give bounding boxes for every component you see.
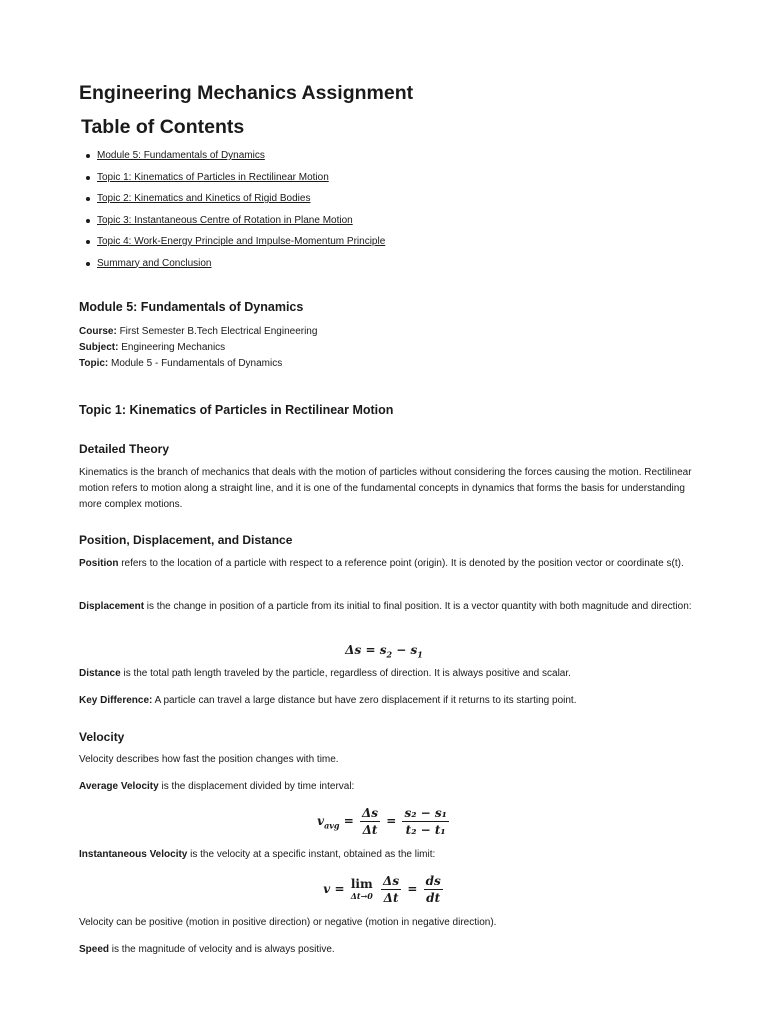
eq-v: v [317,814,325,828]
average-velocity-paragraph [79,779,694,795]
eq-minus: − [396,643,407,657]
toc-heading: Table of Contents [81,116,245,138]
eq-equals: = [407,882,418,896]
speed-text: is the magnitude of velocity and is always positive. [109,944,335,955]
position-displacement-distance-heading: Position, Displacement, and Distance [79,533,293,547]
eq-equals: = [334,882,345,896]
topic-1-heading: Topic 1: Kinematics of Particles in Rectilinear Motion [79,403,394,417]
toc-link-topic-2[interactable]: Topic 2: Kinematics and Kinetics of Rigid Bodies [97,193,311,204]
toc-link-topic-4[interactable]: Topic 4: Work-Energy Principle and Impulse-Momentum Principle [97,236,386,247]
fraction-numerator: s₂ − s₁ [404,806,447,820]
toc-link-topic-3[interactable]: Topic 3: Instantaneous Centre of Rotation in Plane Motion [97,214,353,226]
velocity-sign-paragraph: Velocity can be positive (motion in positive direction) or negative (motion in negative direction). [79,917,497,928]
list-item [79,191,385,213]
eq-lhs: Δs [345,643,362,657]
eq-term-a: s [379,643,387,657]
fraction-derivative [424,873,443,906]
key-difference-text: A particle can travel a large distance but have zero displacement if it returns to its starting point. [152,695,577,706]
fraction-ds-dt [381,873,401,906]
eq-term-a-sub: 2 [386,649,393,660]
course-value: First Semester B.Tech Electrical Engineering [116,326,318,337]
list-item [79,234,385,256]
distance-term: Distance [79,668,121,679]
position-term: Position [79,558,119,569]
speed-paragraph [79,942,694,958]
list-item [79,213,385,235]
list-item [79,148,385,170]
average-velocity-term: Average Velocity [79,781,159,792]
speed-term: Speed [79,944,110,955]
toc-link-module-5[interactable]: Module 5: Fundamentals of Dynamics [97,150,265,161]
distance-paragraph [79,666,694,682]
fraction-denominator: t₂ − t₁ [405,823,446,837]
instantaneous-velocity-term: Instantaneous Velocity [79,849,188,860]
subject-label: Subject: [79,342,119,353]
eq-equals: = [386,814,397,828]
course-label: Course: [79,326,117,337]
limit-subscript: Δt→0 [350,891,373,901]
key-difference-term: Key Difference: [79,695,153,706]
topic-line [79,356,317,372]
fraction-s-diff-t-diff [402,805,448,838]
theory-paragraph: Kinematics is the branch of mechanics that deals with the motion of particles without considering the forces causing the motion. Rectilinear motion refers to motion along a straight line, and it is one of the fundamental concepts in dynamics that forms the basis for understanding more complex motions. [79,467,692,510]
displacement-text: is the change in position of a particle from its initial to final position. It is a vector quantity with both magnitude and direction: [144,601,692,612]
fraction-denominator: Δt [362,823,378,837]
fraction-denominator: dt [426,891,441,905]
limit-operator [351,878,373,901]
eq-term-b-sub: 1 [417,649,423,660]
module-heading: Module 5: Fundamentals of Dynamics [79,300,304,314]
course-line [79,324,317,340]
average-velocity-equation [79,805,689,838]
velocity-intro-paragraph: Velocity describes how fast the position changes with time. [79,754,339,765]
toc-list [79,148,385,277]
position-text: refers to the location of a particle with respect to a reference point (origin). It is denoted by the position vector or coordinate s(t). [118,558,684,569]
fraction-numerator: ds [425,874,441,888]
instantaneous-velocity-text: is the velocity at a specific instant, obtained as the limit: [187,849,436,860]
instantaneous-velocity-paragraph [79,847,694,863]
toc-link-summary[interactable]: Summary and Conclusion [97,257,212,269]
list-item [79,170,385,192]
instantaneous-velocity-equation [79,873,689,906]
position-paragraph [79,556,694,572]
displacement-term: Displacement [79,601,145,612]
subject-value: Engineering Mechanics [118,342,226,353]
eq-equals: = [365,643,376,657]
displacement-paragraph [79,599,694,615]
module-meta [79,324,317,372]
fraction-numerator: Δs [383,874,400,888]
fraction-ds-dt [360,805,380,838]
distance-text: is the total path length traveled by the particle, regardless of direction. It is always positive and scalar. [120,668,571,679]
fraction-denominator: Δt [383,891,399,905]
topic-value: Module 5 - Fundamentals of Dynamics [108,358,283,369]
fraction-numerator: Δs [361,806,379,820]
eq-v: v [323,882,331,896]
average-velocity-text: is the displacement divided by time interval: [158,781,355,792]
eq-equals: = [343,814,354,828]
eq-term-b: s [410,643,418,657]
velocity-heading: Velocity [79,730,125,744]
key-difference-paragraph [79,693,694,709]
eq-v-sub: avg [324,820,340,831]
document-title: Engineering Mechanics Assignment [79,82,414,104]
detailed-theory-heading: Detailed Theory [79,442,170,456]
subject-line [79,340,317,356]
list-item [79,256,385,278]
displacement-equation [79,643,689,659]
toc-link-topic-1[interactable]: Topic 1: Kinematics of Particles in Rectilinear Motion [97,171,329,183]
limit-word: lim [350,877,373,891]
topic-label: Topic: [79,358,109,369]
